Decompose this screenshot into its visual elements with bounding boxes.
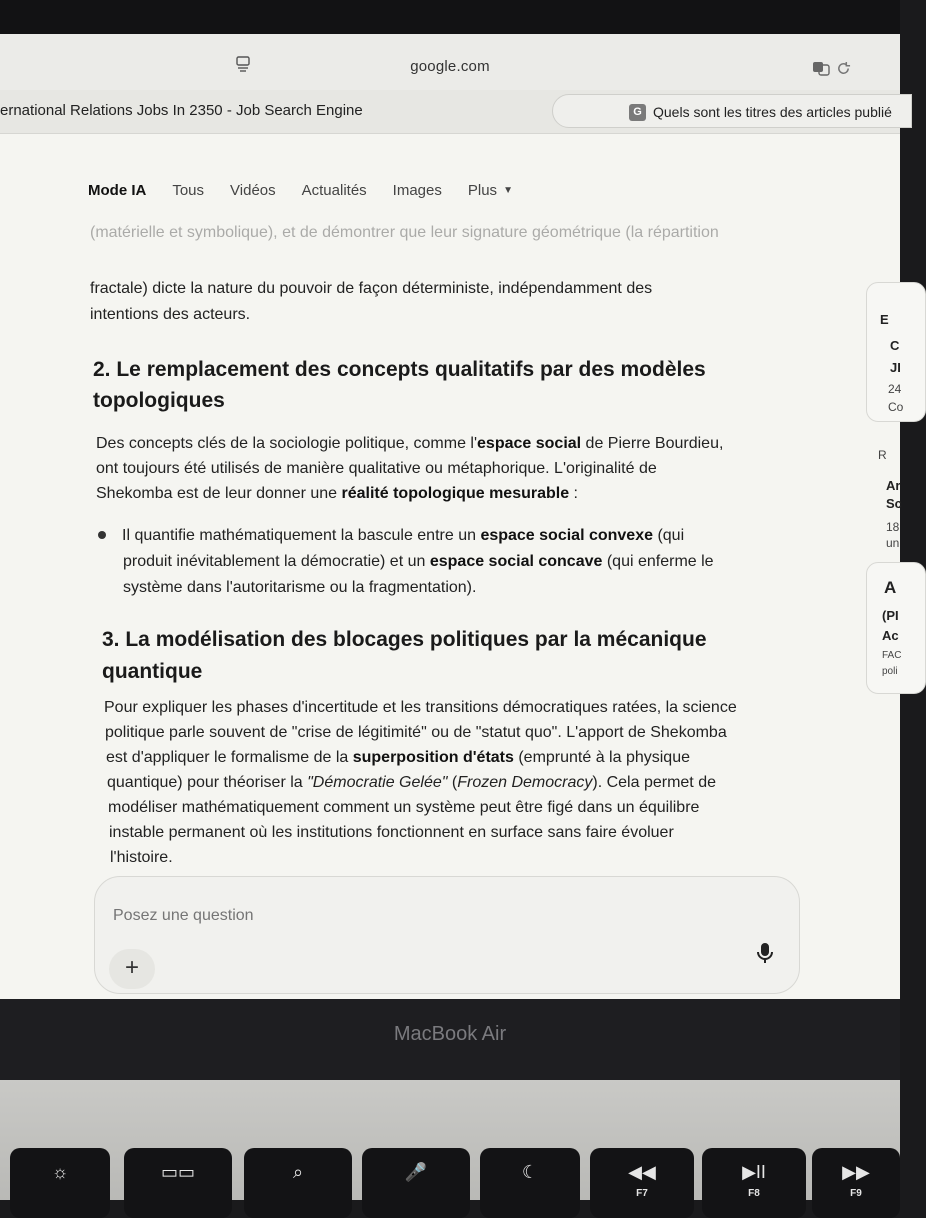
dictation-key[interactable] [362,1148,470,1218]
paragraph-line [106,745,690,770]
reload-icon[interactable] [836,61,851,76]
text-run: quantique) pour théoriser la [107,774,308,791]
paragraph-line: ont toujours été utilisés de manière qualitative ou métaphorique. L'originalité de [96,460,657,477]
laptop-screen [0,34,904,999]
keyboard-deck [0,1080,900,1200]
bold-term: espace social convexe [480,527,653,544]
paragraph-line: l'histoire. [110,849,173,866]
tab-plus[interactable] [468,182,539,199]
italic-term: Frozen Democracy [457,774,593,791]
source-favicon-icon: E [880,312,889,327]
paragraph-line: instable permanent où les institutions fonctionnent en surface sans faire évoluer [109,824,674,841]
play-pause-icon: ▶II [742,1162,766,1182]
tab-job-search[interactable]: ernational Relations Jobs In 2350 - Job Search Engine [0,102,363,119]
fn-label: F8 [748,1188,760,1199]
text-run: ). Cela permet de [592,774,716,791]
mic-icon[interactable] [755,941,775,965]
source-meta: 18 [886,520,900,534]
source-title: (PI [882,608,899,623]
tab-mode-ia[interactable]: Mode IA [88,182,147,199]
laptop-chin [0,999,900,1085]
tab-videos[interactable]: Vidéos [230,182,276,199]
plus-icon: + [124,954,139,981]
section-2-heading: 2. Le remplacement des concepts qualitatifs par des modèles [93,358,706,381]
source-title: Ac [882,628,899,643]
source-meta: 24 [888,382,902,396]
faded-text-line: (matérielle et symbolique), et de démontrer que leur signature géométrique (la répartition [90,224,719,241]
fast-forward-icon: ▶▶ [842,1162,870,1182]
tab-actualites[interactable]: Actualités [301,182,367,199]
intro-line: fractale) dicte la nature du pouvoir de façon déterministe, indépendamment des [90,280,653,297]
fast-forward-key[interactable] [812,1148,900,1218]
source-title: Sc [886,496,902,511]
rewind-icon: ◀◀ [628,1162,656,1182]
bold-term: réalité topologique mesurable [341,485,570,502]
screen-bezel-top [0,0,900,36]
paragraph-line: Pour expliquer les phases d'incertitude et les transitions démocratiques ratées, la science [104,699,737,716]
source-title: JI [890,360,901,375]
source-card[interactable] [866,434,926,552]
mission-control-key[interactable] [124,1148,232,1218]
paragraph-line: modéliser mathématiquement comment un système peut être figé dans un équilibre [108,799,700,816]
search-nav [88,182,565,199]
chevron-down-icon: ▼ [503,185,513,196]
text-run: Shekomba est de leur donner une [96,485,342,502]
search-icon: ⌕ [292,1162,304,1182]
section-3-heading: 3. La modélisation des blocages politiques par la mécanique [102,628,707,651]
do-not-disturb-key[interactable] [480,1148,580,1218]
address-bar[interactable] [0,34,900,90]
list-item-line [123,549,714,574]
rewind-key[interactable] [590,1148,694,1218]
bold-term: espace social concave [429,553,603,570]
section-2-heading-cont: topologiques [93,389,225,412]
text-run: (qui enferme le [602,553,714,570]
tab-images[interactable]: Images [392,182,442,199]
source-meta: Co [888,400,904,414]
list-item-line: système dans l'autoritarisme ou la fragmentation). [123,579,477,596]
paragraph-line [96,431,723,456]
translate-icon[interactable] [812,60,830,76]
ask-box [94,876,800,994]
source-meta: un [886,536,900,550]
bold-term: superposition d'états [352,749,514,766]
play-pause-key[interactable] [702,1148,806,1218]
bold-term: espace social [477,435,582,452]
brightness-icon: ☼ [51,1162,69,1182]
page-content [0,134,904,999]
text-run: ( [447,774,458,791]
source-favicon-icon: A [884,578,897,597]
tab-google-search[interactable] [552,94,912,128]
microphone-icon: 🎤 [404,1162,428,1182]
tab-strip [0,90,900,134]
text-run: (qui [653,527,685,544]
source-favicon-icon: R [878,448,887,462]
question-input[interactable] [113,907,613,925]
spotlight-key[interactable] [244,1148,352,1218]
tab-tous[interactable]: Tous [172,182,205,199]
paragraph-line: politique parle souvent de "crise de légitimité" ou de "statut quo". L'apport de Shekomba [105,724,727,741]
brand-label: MacBook Air [393,1023,507,1045]
text-run: de Pierre Bourdieu, [581,435,724,452]
paragraph-line [107,770,716,795]
text-run: produit inévitablement la démocratie) et un [123,553,430,570]
brightness-key[interactable] [10,1148,110,1218]
url-text[interactable]: google.com [410,58,490,75]
source-meta: poli [882,666,898,677]
source-title: C [890,338,900,353]
text-run: Il quantifie mathématiquement la bascule entre un [122,527,481,544]
fn-label: F9 [850,1188,862,1199]
add-attachment-button[interactable] [109,949,155,989]
text-run: (emprunté à la physique [513,749,690,766]
italic-term: "Démocratie Gelée" [307,774,448,791]
google-favicon-icon: G [629,104,646,121]
fn-label: F7 [636,1188,648,1199]
intro-line: intentions des acteurs. [90,306,251,323]
text-run: est d'appliquer le formalisme de la [106,749,353,766]
tab-title: Quels sont les titres des articles publié [653,104,892,120]
tab-plus-label: Plus [467,182,498,199]
text-run: : [569,485,578,502]
mission-control-icon: ▭▭ [160,1162,195,1182]
bullet-icon [98,531,106,539]
source-meta: FAC [882,650,902,661]
source-title: Ar [886,478,901,493]
paragraph-line [96,481,578,506]
list-item-line [122,523,684,548]
moon-icon: ☾ [521,1162,539,1182]
section-3-heading-cont: quantique [102,660,203,683]
text-run: Des concepts clés de la sociologie politique, comme l' [96,435,478,452]
